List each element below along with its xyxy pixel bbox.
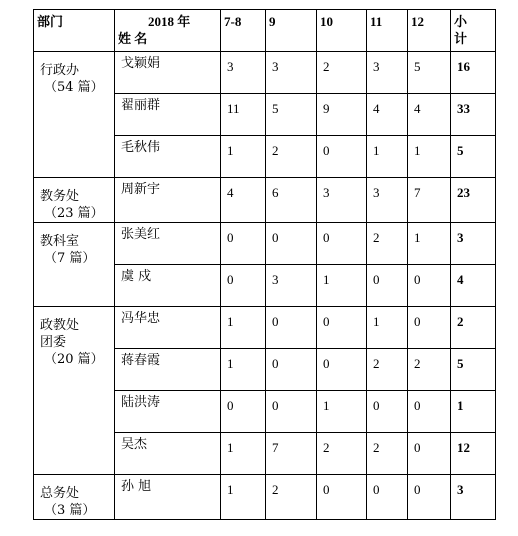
month-count: 1	[367, 307, 408, 349]
month-count: 0	[317, 349, 367, 391]
dept-cell	[34, 178, 115, 223]
header-month	[367, 10, 408, 52]
header-total-label: 计	[454, 31, 468, 46]
person-name: 周新宇	[115, 178, 221, 223]
dept-name-secondary: 团委	[40, 335, 67, 350]
header-name-label: 姓 名	[118, 31, 148, 46]
month-count: 1	[221, 433, 266, 475]
person-name: 蒋春霞	[115, 349, 221, 391]
person-name: 翟丽群	[115, 94, 221, 136]
dept-article-count: （20 篇）	[44, 352, 104, 367]
month-count: 4	[221, 178, 266, 223]
month-count: 0	[367, 265, 408, 307]
header-month	[266, 10, 317, 52]
header-month-label: 7-8	[224, 14, 242, 29]
table-row	[34, 223, 496, 265]
month-count: 0	[408, 265, 451, 307]
header-month-label: 12	[411, 14, 424, 29]
month-count: 3	[266, 52, 317, 94]
row-total: 3	[451, 475, 496, 520]
header-row	[34, 10, 496, 52]
dept-cell	[34, 475, 115, 520]
person-name: 吴杰	[115, 433, 221, 475]
header-dept-label: 部门	[37, 14, 64, 29]
row-total: 23	[451, 178, 496, 223]
row-total: 12	[451, 433, 496, 475]
month-count: 7	[408, 178, 451, 223]
month-count: 3	[317, 178, 367, 223]
dept-name: 行政办	[40, 63, 80, 78]
dept-article-count: （23 篇）	[44, 206, 104, 221]
month-count: 0	[317, 307, 367, 349]
month-count: 0	[367, 475, 408, 520]
header-month-label: 11	[370, 14, 383, 29]
month-count: 1	[221, 136, 266, 178]
month-count: 0	[317, 223, 367, 265]
row-total: 3	[451, 223, 496, 265]
dept-cell	[34, 307, 115, 475]
dept-name: 教科室	[40, 234, 80, 249]
month-count: 1	[408, 136, 451, 178]
month-count: 11	[221, 94, 266, 136]
month-count: 5	[408, 52, 451, 94]
row-total: 5	[451, 136, 496, 178]
person-name: 陆洪涛	[115, 391, 221, 433]
month-count: 1	[367, 136, 408, 178]
table-row	[34, 307, 496, 349]
header-month	[408, 10, 451, 52]
person-name: 虞 戍	[115, 265, 221, 307]
month-count: 0	[266, 307, 317, 349]
month-count: 3	[266, 265, 317, 307]
month-count: 9	[317, 94, 367, 136]
person-name: 孙 旭	[115, 475, 221, 520]
header-name	[115, 10, 221, 52]
header-total	[451, 10, 496, 52]
month-count: 4	[408, 94, 451, 136]
month-count: 2	[317, 433, 367, 475]
person-name: 冯华忠	[115, 307, 221, 349]
header-month	[221, 10, 266, 52]
row-total: 4	[451, 265, 496, 307]
month-count: 7	[266, 433, 317, 475]
person-name: 毛秋伟	[115, 136, 221, 178]
month-count: 1	[317, 391, 367, 433]
row-total: 2	[451, 307, 496, 349]
person-name: 戈颖娟	[115, 52, 221, 94]
month-count: 3	[221, 52, 266, 94]
table-row	[34, 52, 496, 94]
row-total: 16	[451, 52, 496, 94]
header-month-label: 9	[269, 14, 276, 29]
header-year-label: 2018 年	[148, 14, 191, 29]
month-count: 1	[221, 349, 266, 391]
month-count: 0	[408, 307, 451, 349]
row-total: 33	[451, 94, 496, 136]
dept-cell	[34, 223, 115, 307]
row-total: 1	[451, 391, 496, 433]
dept-article-count: （7 篇）	[44, 251, 96, 266]
month-count: 2	[266, 136, 317, 178]
month-count: 1	[221, 307, 266, 349]
month-count: 3	[367, 178, 408, 223]
month-count: 0	[266, 349, 317, 391]
month-count: 0	[221, 223, 266, 265]
month-count: 5	[266, 94, 317, 136]
dept-article-count: （3 篇）	[44, 503, 96, 518]
month-count: 1	[317, 265, 367, 307]
month-count: 1	[221, 475, 266, 520]
month-count: 2	[367, 223, 408, 265]
month-count: 2	[367, 349, 408, 391]
dept-article-count: （54 篇）	[44, 80, 104, 95]
month-count: 0	[221, 391, 266, 433]
month-count: 0	[317, 475, 367, 520]
header-month	[317, 10, 367, 52]
month-count: 0	[408, 391, 451, 433]
dept-name: 政教处	[40, 318, 80, 333]
table-body	[34, 10, 496, 520]
month-count: 2	[266, 475, 317, 520]
month-count: 0	[367, 391, 408, 433]
month-count: 0	[221, 265, 266, 307]
month-count: 2	[317, 52, 367, 94]
month-count: 1	[408, 223, 451, 265]
month-count: 3	[367, 52, 408, 94]
person-name: 张美红	[115, 223, 221, 265]
header-total-label: 小	[454, 14, 468, 29]
article-count-table	[33, 9, 496, 520]
header-month-label: 10	[320, 14, 333, 29]
dept-name: 总务处	[40, 486, 80, 501]
dept-name: 教务处	[40, 189, 80, 204]
month-count: 4	[367, 94, 408, 136]
month-count: 6	[266, 178, 317, 223]
dept-cell	[34, 52, 115, 178]
month-count: 0	[408, 475, 451, 520]
table-row	[34, 178, 496, 223]
table-row	[34, 475, 496, 520]
month-count: 2	[367, 433, 408, 475]
month-count: 0	[266, 223, 317, 265]
month-count: 0	[266, 391, 317, 433]
month-count: 0	[317, 136, 367, 178]
row-total: 5	[451, 349, 496, 391]
month-count: 2	[408, 349, 451, 391]
month-count: 0	[408, 433, 451, 475]
header-dept	[34, 10, 115, 52]
